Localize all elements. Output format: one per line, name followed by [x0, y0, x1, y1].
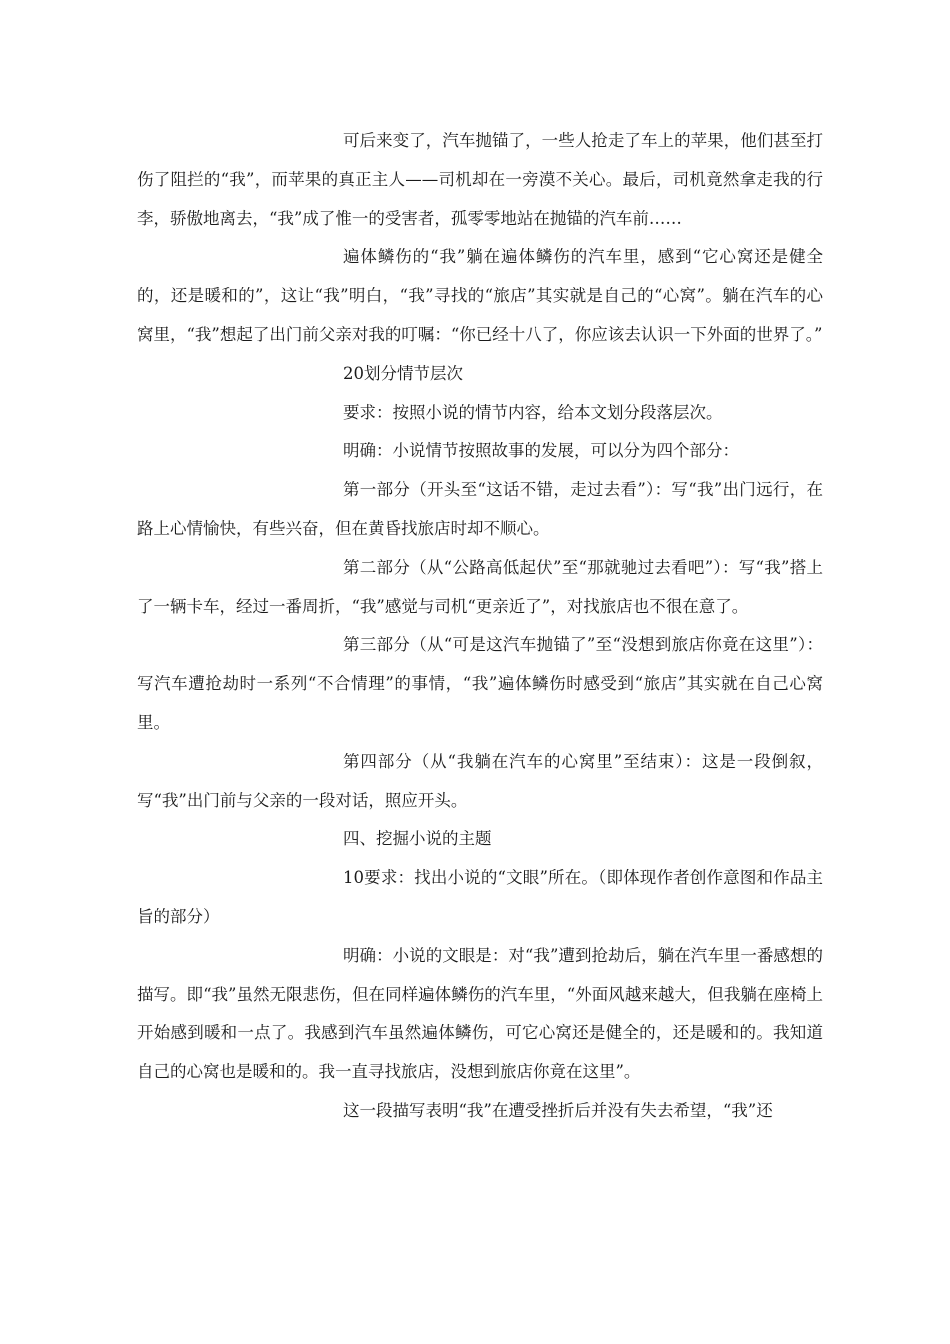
- heading-plot-layers: 20划分情节层次: [343, 363, 463, 383]
- paragraph-car-breakdown: 可后来变了，汽车抛锚了，一些人抢走了车上的苹果，他们甚至打伤了阻拦的“我”，而苹果的真正主人——司机却在一旁漠不关心。最后，司机竟然拿走我的行李，骄傲地离去，“我”成了惟一的受害者，孤零零地站在抛锚的汽车前……: [137, 131, 823, 228]
- document-body: [137, 122, 823, 1131]
- paragraph-requirement-theme: 10要求：找出小说的“文眼”所在。（即体现作者创作意图和作品主旨的部分）: [137, 868, 823, 926]
- paragraph-heart-of-car: 遍体鳞伤的“我”躺在遍体鳞伤的汽车里，感到“它心窝还是健全的，还是暖和的”，这让“我”明白，“我”寻找的“旅店”其实就是自己的“心窝”。躺在汽车的心窝里，“我”想起了出门前父亲对我的叮嘱：“你已经十八了，你应该去认识一下外面的世界了。”: [137, 247, 823, 344]
- paragraph-part-one: 第一部分（开头至“这话不错，走过去看”）：写“我”出门远行，在路上心情愉快，有些兴奋，但在黄昏找旅店时却不顺心。: [137, 480, 823, 538]
- paragraph-conclusion: 这一段描写表明“我”在遭受挫折后并没有失去希望，“我”还: [343, 1100, 773, 1120]
- paragraph-part-two: 第二部分（从“公路高低起伏”至“那就驰过去看吧”）：写“我”搭上了一辆卡车，经过一番周折，“我”感觉与司机“更亲近了”，对找旅店也不很在意了。: [137, 557, 823, 616]
- paragraph-clarify-theme: 明确：小说的文眼是：对“我”遭到抢劫后，躺在汽车里一番感想的描写。即“我”虽然无限悲伤，但在同样遍体鳞伤的汽车里，“外面风越来越大，但我躺在座椅上开始感到暖和一点了。我感到汽车虽然遍体鳞伤，可它心窝还是健全的，还是暖和的。我知道自己的心窝也是暖和的。我一直寻找旅店，没想到旅店你竟在这里”。: [137, 945, 823, 1082]
- heading-theme: 四、挖掘小说的主题: [343, 829, 492, 849]
- paragraph-clarify-plot: 明确：小说情节按照故事的发展，可以分为四个部分：: [343, 441, 739, 461]
- paragraph-part-three: 第三部分（从“可是这汽车抛锚了”至“没想到旅店你竟在这里”）：写汽车遭抢劫时一系列“不合情理”的事情，“我”遍体鳞伤时感受到“旅店”其实就在自己心窝里。: [137, 635, 823, 732]
- paragraph-part-four: 第四部分（从“我躺在汽车的心窝里”至结束）：这是一段倒叙，写“我”出门前与父亲的一段对话，照应开头。: [137, 751, 823, 810]
- paragraph-requirement-plot: 要求：按照小说的情节内容，给本文划分段落层次。: [343, 402, 723, 422]
